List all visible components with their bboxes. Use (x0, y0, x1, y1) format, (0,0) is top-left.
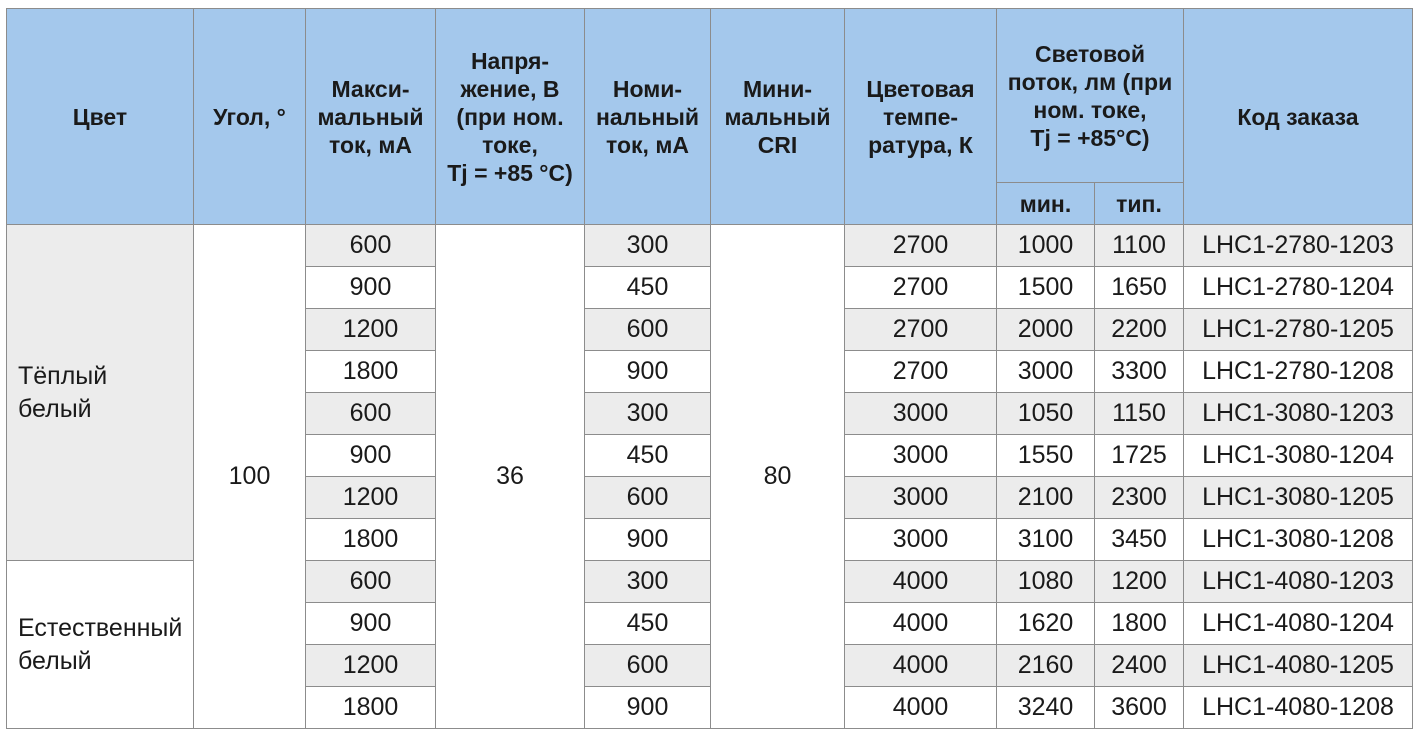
cell-order-code: LHC1-4080-1205 (1184, 645, 1413, 687)
cell-order-code: LHC1-4080-1204 (1184, 603, 1413, 645)
cell-color-temp: 3000 (845, 435, 997, 477)
cell-flux-typ: 1200 (1095, 561, 1184, 603)
header-max-current: Макси- мальный ток, мА (306, 9, 436, 225)
cell-nominal-current: 300 (585, 225, 711, 267)
cell-flux-min: 1000 (997, 225, 1095, 267)
cell-nominal-current: 600 (585, 477, 711, 519)
cell-max-current: 900 (306, 267, 436, 309)
cell-flux-typ: 3450 (1095, 519, 1184, 561)
cell-max-current: 1800 (306, 519, 436, 561)
cell-order-code: LHC1-2780-1204 (1184, 267, 1413, 309)
cell-flux-min: 3240 (997, 687, 1095, 729)
cell-angle: 100 (194, 225, 306, 729)
cell-flux-min: 1080 (997, 561, 1095, 603)
cell-nominal-current: 900 (585, 687, 711, 729)
cell-color-temp: 4000 (845, 561, 997, 603)
header-nominal-current: Номи- нальный ток, мА (585, 9, 711, 225)
cell-nominal-current: 600 (585, 309, 711, 351)
cell-order-code: LHC1-2780-1205 (1184, 309, 1413, 351)
cell-order-code: LHC1-3080-1208 (1184, 519, 1413, 561)
cell-flux-typ: 2400 (1095, 645, 1184, 687)
cell-order-code: LHC1-3080-1205 (1184, 477, 1413, 519)
cell-color-temp: 4000 (845, 645, 997, 687)
table-body (7, 225, 1413, 729)
cell-order-code: LHC1-3080-1204 (1184, 435, 1413, 477)
cell-max-current: 600 (306, 561, 436, 603)
group-natural-white: Естественный белый (7, 561, 194, 729)
cell-color-temp: 2700 (845, 309, 997, 351)
cell-flux-min: 3100 (997, 519, 1095, 561)
cell-flux-typ: 1150 (1095, 393, 1184, 435)
header-flux-min: мин. (997, 183, 1095, 225)
cell-flux-min: 3000 (997, 351, 1095, 393)
cell-flux-typ: 1725 (1095, 435, 1184, 477)
header-color: Цвет (7, 9, 194, 225)
cell-nominal-current: 300 (585, 393, 711, 435)
cell-flux-min: 2160 (997, 645, 1095, 687)
cell-order-code: LHC1-4080-1203 (1184, 561, 1413, 603)
cell-color-temp: 2700 (845, 225, 997, 267)
table-header (7, 9, 1413, 225)
cell-color-temp: 3000 (845, 393, 997, 435)
cell-nominal-current: 900 (585, 519, 711, 561)
cell-flux-typ: 1800 (1095, 603, 1184, 645)
cell-nominal-current: 450 (585, 267, 711, 309)
cell-nominal-current: 900 (585, 351, 711, 393)
cell-cri: 80 (711, 225, 845, 729)
cell-max-current: 900 (306, 603, 436, 645)
cell-flux-typ: 2200 (1095, 309, 1184, 351)
led-spec-table (6, 8, 1413, 729)
header-order-code: Код заказа (1184, 9, 1413, 225)
cell-flux-typ: 1100 (1095, 225, 1184, 267)
cell-color-temp: 2700 (845, 351, 997, 393)
cell-color-temp: 2700 (845, 267, 997, 309)
header-luminous-flux: Световой поток, лм (при ном. токе, Tj = +85°C) (997, 9, 1184, 183)
cell-color-temp: 3000 (845, 477, 997, 519)
table-row (7, 225, 1413, 267)
cell-flux-min: 1500 (997, 267, 1095, 309)
cell-max-current: 1200 (306, 645, 436, 687)
cell-order-code: LHC1-2780-1208 (1184, 351, 1413, 393)
cell-max-current: 600 (306, 225, 436, 267)
cell-flux-typ: 3300 (1095, 351, 1184, 393)
cell-nominal-current: 450 (585, 603, 711, 645)
cell-flux-typ: 3600 (1095, 687, 1184, 729)
header-flux-typ: тип. (1095, 183, 1184, 225)
cell-flux-min: 2000 (997, 309, 1095, 351)
cell-nominal-current: 450 (585, 435, 711, 477)
cell-flux-typ: 2300 (1095, 477, 1184, 519)
cell-max-current: 1200 (306, 309, 436, 351)
cell-max-current: 900 (306, 435, 436, 477)
header-angle: Угол, ° (194, 9, 306, 225)
cell-flux-min: 1050 (997, 393, 1095, 435)
header-min-cri: Мини- мальный CRI (711, 9, 845, 225)
cell-order-code: LHC1-4080-1208 (1184, 687, 1413, 729)
header-voltage: Напря- жение, В (при ном. токе, Tj = +85 °C) (436, 9, 585, 225)
cell-nominal-current: 600 (585, 645, 711, 687)
cell-max-current: 600 (306, 393, 436, 435)
cell-flux-typ: 1650 (1095, 267, 1184, 309)
group-warm-white: Тёплый белый (7, 225, 194, 561)
header-color-temp: Цветовая темпе- ратура, К (845, 9, 997, 225)
cell-max-current: 1800 (306, 687, 436, 729)
cell-nominal-current: 300 (585, 561, 711, 603)
cell-order-code: LHC1-2780-1203 (1184, 225, 1413, 267)
cell-voltage: 36 (436, 225, 585, 729)
cell-color-temp: 4000 (845, 687, 997, 729)
cell-color-temp: 4000 (845, 603, 997, 645)
cell-color-temp: 3000 (845, 519, 997, 561)
cell-flux-min: 2100 (997, 477, 1095, 519)
cell-max-current: 1200 (306, 477, 436, 519)
cell-max-current: 1800 (306, 351, 436, 393)
cell-flux-min: 1620 (997, 603, 1095, 645)
cell-flux-min: 1550 (997, 435, 1095, 477)
cell-order-code: LHC1-3080-1203 (1184, 393, 1413, 435)
